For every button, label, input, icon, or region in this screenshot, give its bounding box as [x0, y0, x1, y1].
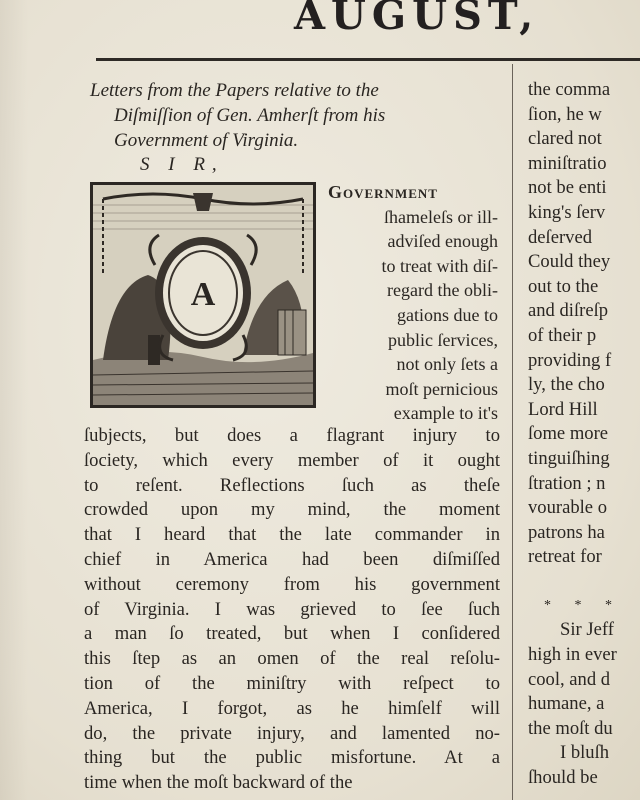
section-gap [528, 570, 640, 594]
section-separator-stars: * * * [544, 597, 622, 613]
text-line: ſion, he w [528, 103, 602, 125]
text-line: and diſreſp [528, 300, 609, 322]
text-line: ſociety, which every member of it ought [84, 449, 500, 471]
column-divider [512, 64, 513, 800]
text-line: ſtration ; n [528, 472, 606, 494]
page-header-title: AUGUST, [294, 0, 540, 39]
text-line: America, I forgot, as he himſelf will [84, 697, 500, 719]
text-line: retreat for [528, 546, 602, 568]
text-line: the comma [528, 79, 611, 100]
text-line: not only ſets a [396, 354, 498, 375]
text-line: out to the [528, 275, 599, 297]
text-line: king's ſerv [528, 201, 606, 223]
text-line: ſubjects, but does a flagrant injury to [84, 425, 500, 446]
text-line: crowded upon my mind, the moment [84, 499, 500, 521]
text-line: ly, the cho [528, 374, 605, 396]
adjacent-column [528, 78, 640, 791]
text-line: to reſent. Reflections ſuch as theſe [84, 474, 500, 496]
ornament-side-text [328, 180, 498, 426]
text-line: the moſt du [528, 717, 613, 739]
text-line: example to it's [393, 403, 498, 424]
text-line: providing f [528, 349, 612, 371]
text-line: adviſed enough [387, 231, 498, 252]
text-line: thing but the public misfortune. At a [84, 747, 500, 769]
text-line: clared not [528, 128, 602, 150]
text-line: tion of the miniſtry with reſpect to [84, 672, 500, 694]
drop-cap-letter: A [190, 276, 216, 313]
headline-line: Government of Virginia. [114, 130, 299, 151]
text-line: without ceremony from his government [84, 573, 500, 595]
text-line: that I heard that the late commander in [84, 524, 500, 546]
text-line: to treat with diſ- [381, 255, 498, 276]
text-line: moſt pernicious [385, 378, 498, 399]
text-line: Sir Jeff [560, 619, 614, 641]
text-line: public ſervices, [388, 329, 498, 350]
text-line: chief in America had been diſmiſſed [84, 548, 500, 570]
text-line: of their p [528, 324, 597, 346]
drop-cap-ornament [90, 182, 316, 408]
text-line: ſhameleſs or ill- [384, 206, 498, 227]
text-line: Lord Hill [528, 398, 598, 420]
text-line: Government [328, 182, 438, 202]
text-line: miniſtratio [528, 152, 607, 174]
headline-line: Diſmiſſion of Gen. Amherſt from his [114, 105, 386, 126]
headline-line: Letters from the Papers relative to the [90, 80, 379, 101]
text-line: of Virginia. I was grieved to ſee ſuch [84, 598, 500, 620]
article-column [84, 78, 500, 794]
text-line: deſerved [528, 226, 593, 248]
header-rule [96, 58, 640, 61]
text-line: ſhould be [528, 767, 598, 789]
text-line: gations due to [397, 304, 498, 325]
text-line: cool, and d [528, 668, 611, 690]
text-line: this ſtep as an omen of the real reſolu- [84, 648, 500, 670]
text-line: I bluſh [560, 742, 610, 764]
text-line: ſome more [528, 423, 609, 445]
text-line: vourable o [528, 497, 607, 519]
article-body [84, 424, 500, 796]
text-line: a man ſo treated, but when I conſidered [84, 623, 500, 645]
text-line: high in ever [528, 644, 617, 666]
text-line: not be enti [528, 177, 607, 199]
text-line: humane, a [528, 693, 605, 715]
text-line: Could they [528, 251, 611, 273]
text-line: do, the private injury, and lamented no- [84, 722, 500, 744]
text-line: regard the obli- [387, 280, 498, 301]
ornament-engraving-icon [93, 185, 313, 405]
salutation: S I R, [140, 154, 224, 175]
text-line: time when the moſt backward of the [84, 772, 353, 794]
text-line: patrons ha [528, 521, 605, 543]
text-line: tinguiſhing [528, 447, 610, 469]
